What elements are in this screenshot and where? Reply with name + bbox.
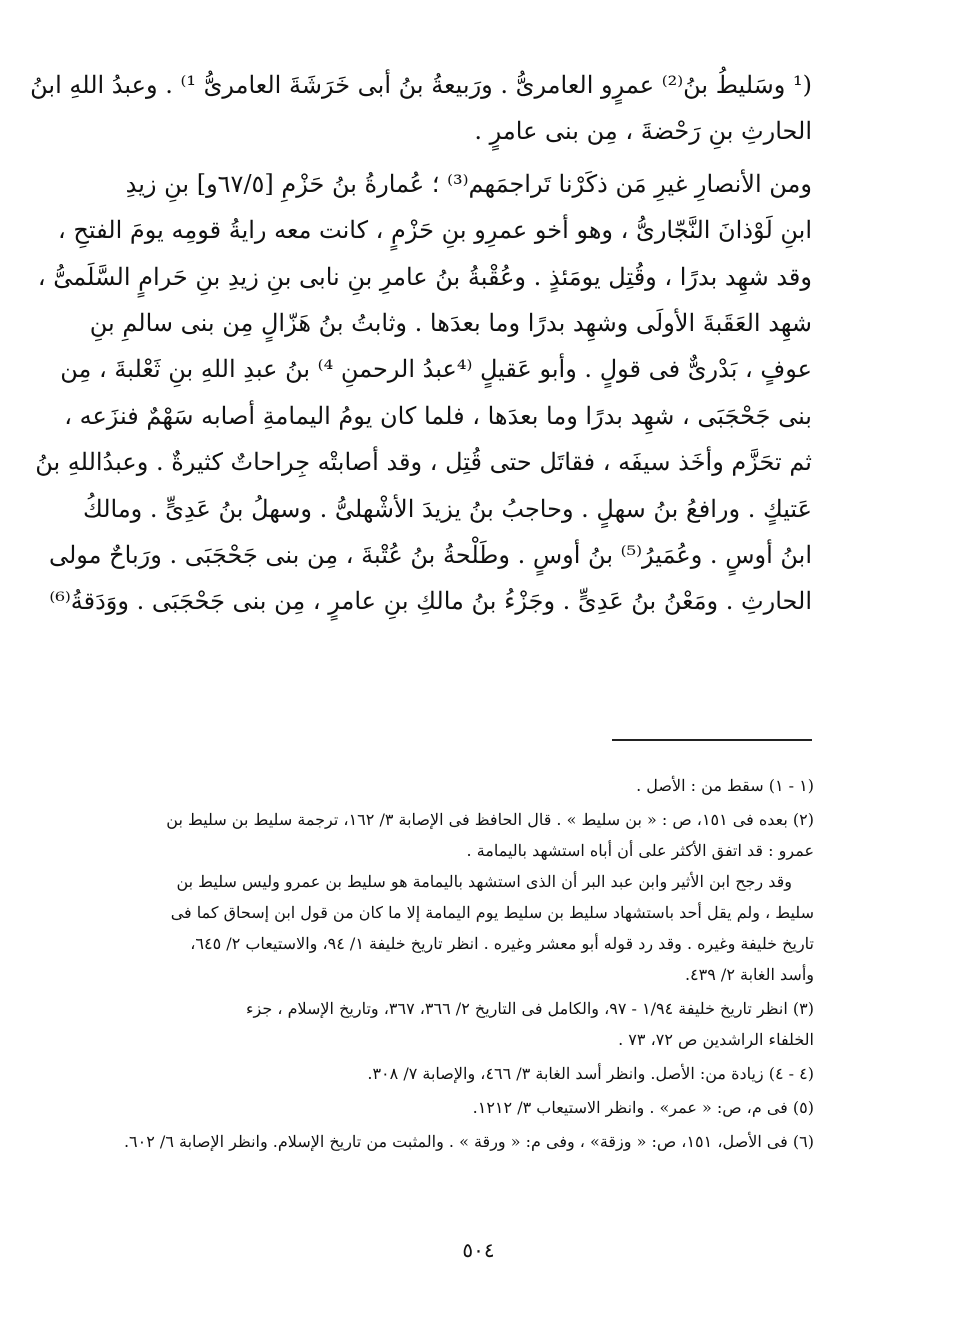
footnote-line: عمرو : قد اتفق الأكثر على أن أباه استشهد باليمامة . xyxy=(466,841,814,860)
footnote-line: (٣) انظر تاريخ خليفة ١/٩٤ - ٩٧، والكامل فى التاريخ ٢/ ٣٦٦، ٣٦٧، وتاريخ الإسلام ، جزء xyxy=(245,999,814,1018)
main-text-line: عوفٍ ، بَدْرىٌّ فى قولٍ . وأبو عَقيلٍ ⁽⁴عبدُ الرحمنِ ⁴⁾ بنُ عبدِ اللهِ بنِ ثَعْلبةَ ، مِن xyxy=(60,355,812,384)
main-text-line: (¹ وسَليطُ بنُ⁽²⁾ عمرٍو العامرىُّ . ورَبيعةُ بنُ أبى خَرَشَةَ العامرىُّ ¹⁾ . وعبدُ اللهِ ابنُ xyxy=(30,71,812,99)
footnote-line: (١ - ١) سقط من : الأصل . xyxy=(636,776,814,795)
main-text-line: وقد شهِد بدرًا ، وقُتِل يومَئذٍ . وعُقْبةُ بنُ عامرِ بنِ نابى بنِ زيدِ بنِ حَرامٍ السَّلَمىُّ ، xyxy=(37,262,812,291)
footnote-line: سليط ، ولم يقل أحد باستشهاد سليط بن سليط يوم اليمامة إلا ما كان من قول ابن إسحاق كما فى xyxy=(170,903,814,922)
main-text xyxy=(30,62,812,625)
footnote-line: تاريخ خليفة وغيره . وقد رد قوله أبو معشر وغيره . انظر تاريخ خليفة ١/ ٩٤، والاستيعاب ٢/ ٦٤٥، xyxy=(190,934,814,953)
main-text-line: شهِد العَقَبةَ الأولَى وشهِد بدرًا وما بعدَها . وثابتُ بنُ هَزّالٍ مِن بنى سالمِ بنِ xyxy=(89,309,812,338)
main-text-line: عَتيكٍ . ورافعُ بنُ سهلٍ . وحاجبُ بنُ يزيدَ الأشْهلىُّ . وسهلُ بنُ عَدِىٍّ . ومالكُ xyxy=(82,494,812,523)
footnote-line: (٦) فى الأصل، ١٥١، ص: « وزقة» ، وفى م: « ورقة » . والمثبت من تاريخ الإسلام. وانظر الإصابة ٦/ ٦٠٢. xyxy=(123,1132,814,1151)
main-text-line: الحارثِ بنِ رَحْضةَ ، مِن بنى عامرٍ . xyxy=(474,117,812,146)
footnote-line: (٤ - ٤) زيادة من: الأصل. وانظر أسد الغابة ٣/ ٤٦٦، والإصابة ٧/ ٣٠٨. xyxy=(367,1064,814,1083)
footnotes xyxy=(100,770,814,1157)
main-text-line: ابنِ لَوْذانَ النَّجّارىُّ ، وهو أخو عمرِو بنِ حَزْمٍ ، كانت معه رايةُ قومِه يومَ الفتحِ ، xyxy=(58,216,812,245)
page-number: ٥٠٤ xyxy=(462,1238,495,1262)
footnote-line: وقد رجح ابن الأثير وابن عبد البر أن الذى استشهد باليمامة هو سليط بن عمرو وليس سليط بن xyxy=(176,872,792,891)
footnote-line: وأسد الغابة ٢/ ٤٣٩. xyxy=(684,965,814,984)
footnote-line: (٢) بعده فى ١٥١، ص : « بن سليط » . قال الحافظ فى الإصابة ٣/ ١٦٢، ترجمة سليط بن سليط بن xyxy=(166,810,814,829)
footnote-separator xyxy=(612,739,812,741)
main-text-line: ومن الأنصارِ غيرِ مَن ذكَرْنا تَراجمَهم⁽³⁾ ؛ عُمارةُ بنُ حَزْمِ [٦٧/٥و] بنِ زيدِ xyxy=(125,169,812,198)
main-text-line: ثم تحَزَّم وأخَذ سيفَه ، فقاتَل حتى قُتِل ، وقد أصابتْه جِراحاتٌ كثيرةٌ . وعبدُاللهِ بنُ xyxy=(35,448,812,477)
main-text-line: بنى جَحْجَبَى ، شهِد بدرًا وما بعدَها ، فلما كان يومُ اليمامةِ أصابه سَهْمٌ فنزَعه ، xyxy=(64,401,812,430)
main-text-line: ابنُ أوسٍ . وعُمَيرُ⁽⁵⁾ بنُ أوسٍ . وطَلْحةُ بنُ عُتْبةَ ، مِن بنى جَحْجَبَى . ورَباحٌ مولى xyxy=(48,541,812,570)
main-text-line: الحارثِ . ومَعْنُ بنُ عَدِىٍّ . وجَزْءُ بنُ مالكِ بنِ عامرٍ ، مِن بنى جَحْجَبَى . ووَدَقةُ⁽⁶⁾ xyxy=(49,587,812,616)
footnote-line: الخلفاء الراشدين ص ٧٢، ٧٣ . xyxy=(618,1030,814,1049)
footnote-line: (٥) فى م، ص: « عمر» . وانظر الاستيعاب ٣/ ١٢١٢. xyxy=(472,1098,814,1117)
